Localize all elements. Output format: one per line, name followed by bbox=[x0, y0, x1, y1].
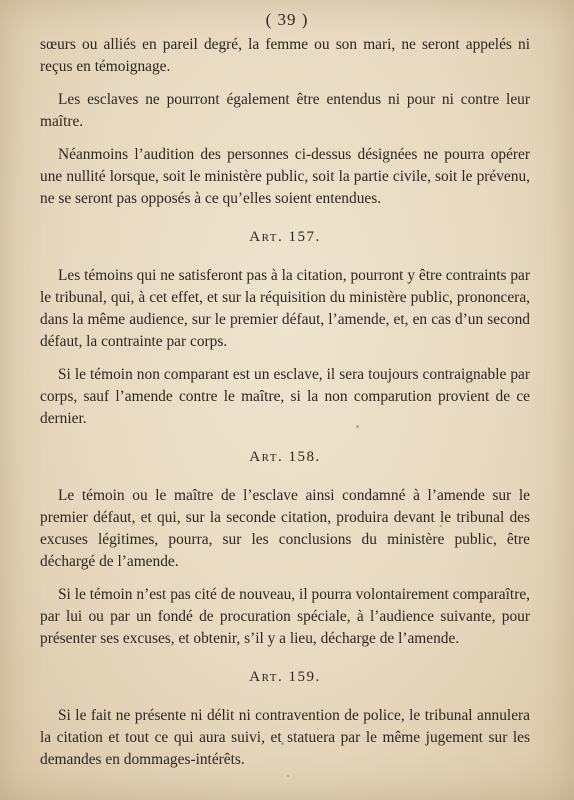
paragraph-intro-3: Néanmoins l’audition des personnes ci-dessus désignées ne pourra opérer une nullité lorsque, soit le ministère public, soit la partie civile, soit le prévenu, ne se seront pas opposés à ce qu’elles soient entendues. bbox=[40, 146, 530, 207]
article-157-heading: Art. 157. bbox=[249, 229, 321, 245]
paper-speck bbox=[323, 519, 325, 521]
paragraph-intro-1: sœurs ou alliés en pareil degré, la femme ou son mari, ne seront appelés ni reçus en témoignage. bbox=[40, 36, 530, 75]
paragraph-intro-2: Les esclaves ne pourront également être entendus ni pour ni contre leur maître. bbox=[40, 91, 530, 130]
paper-speck bbox=[287, 775, 289, 777]
paper-speck bbox=[440, 525, 442, 527]
article-158-heading: Art. 158. bbox=[249, 449, 321, 465]
article-158-paragraph-1: Le témoin ou le maître de l’esclave ainsi condamné à l’amende sur le premier défaut, et qui, sur la seconde citation, produira devant le tribunal des excuses légitimes, pourra, sur les conclusions du ministère public, être déchargé de l’amende. bbox=[40, 487, 530, 570]
article-159-heading: Art. 159. bbox=[249, 669, 321, 685]
paper-speck bbox=[356, 425, 359, 428]
paper-speck bbox=[281, 742, 284, 745]
article-158-paragraph-2: Si le témoin n’est pas cité de nouveau, il pourra volontairement comparaître, par lui ou par un fondé de procuration spéciale, à l’audience suivante, pour présenter ses excuses, et obtenir, s’il y a lieu, décharge de l’amende. bbox=[40, 586, 530, 647]
article-159-paragraph-1: Si le fait ne présente ni délit ni contravention de police, le tribunal annulera la citation et tout ce qui aura suivi, et statuera par le même jugement sur les demandes en dommages-intérêts. bbox=[40, 707, 530, 768]
article-157-paragraph-2: Si le témoin non comparant est un esclave, il sera toujours contraignable par corps, sauf l’amende contre le maître, si la non comparution provient de ce dernier. bbox=[40, 366, 530, 427]
article-157-paragraph-1: Les témoins qui ne satisferont pas à la citation, pourront y être contraints par le tribunal, qui, à cet effet, et sur la réquisition du ministère public, prononcera, dans la même audience, sur le premier défaut, l’amende, et, en cas d’un second défaut, la contrainte par corps. bbox=[40, 267, 530, 350]
page-number: ( 39 ) bbox=[265, 10, 309, 29]
page-body bbox=[40, 34, 530, 782]
